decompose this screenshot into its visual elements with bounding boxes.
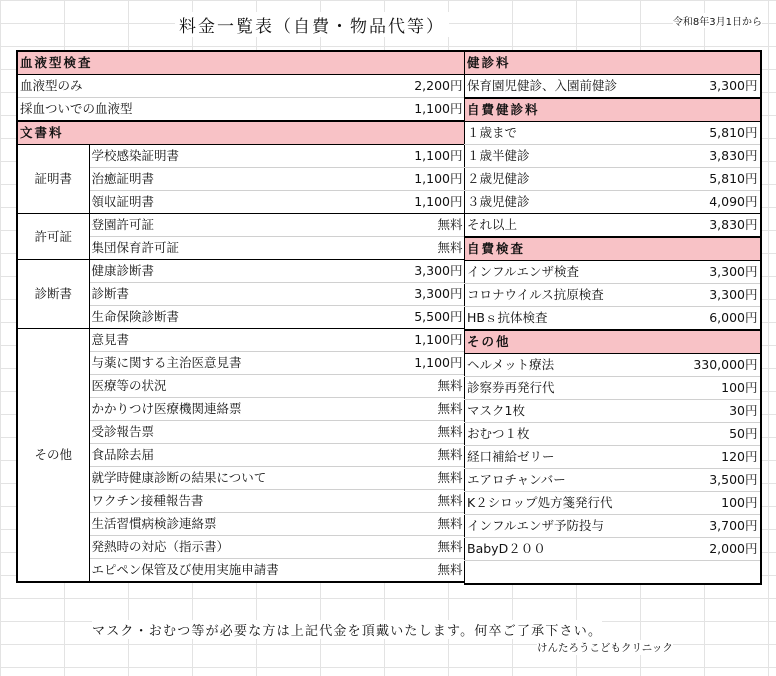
- item-price: 3,300円: [709, 264, 758, 279]
- item-price: 3,300円: [319, 283, 465, 306]
- item-price: 1,100円: [319, 329, 465, 352]
- item-price: 無料: [319, 536, 465, 559]
- item-price: 4,090円: [677, 191, 761, 214]
- item-label: BabyD２００: [465, 538, 677, 561]
- table-row: [465, 561, 761, 585]
- item-price: 3,300円: [709, 78, 758, 93]
- group-medical-certificates: 診断書: [17, 260, 89, 329]
- left-price-table: [16, 50, 466, 583]
- item-price: 無料: [319, 559, 465, 583]
- item-price: 無料: [319, 421, 465, 444]
- table-row: [465, 284, 761, 307]
- table-row: [465, 469, 761, 492]
- item-price: 120円: [677, 446, 761, 469]
- item-price: 無料: [319, 398, 465, 421]
- item-label: ２歳児健診: [465, 168, 677, 191]
- table-row: [465, 354, 761, 377]
- item-price: 無料: [319, 467, 465, 490]
- item-label: １歳半健診: [465, 145, 677, 168]
- item-price: 100円: [677, 377, 761, 400]
- table-row: [465, 400, 761, 423]
- item-label: 治癒証明書: [89, 168, 319, 191]
- table-row: [17, 329, 465, 352]
- table-row: [465, 307, 761, 331]
- item-price: 6,000円: [677, 307, 761, 331]
- page-title: 料金一覧表（自費・物品代等）: [175, 12, 449, 37]
- item-label: 受診報告票: [89, 421, 319, 444]
- item-price: 2,200円: [414, 78, 463, 93]
- documents-heading: 文書料: [17, 121, 465, 145]
- item-price: 無料: [319, 237, 465, 260]
- empty-cell: [677, 561, 761, 585]
- footer-note: マスク・おむつ等が必要な方は上記代金を頂戴いたします。何卒ご了承下さい。: [92, 620, 602, 639]
- item-label: かかりつけ医療機関連絡票: [89, 398, 319, 421]
- item-label: コロナウイルス抗原検査: [465, 284, 677, 307]
- item-label: 経口補給ゼリー: [465, 446, 677, 469]
- item-price: 2,000円: [677, 538, 761, 561]
- item-price: 5,500円: [319, 306, 465, 329]
- item-price: 3,700円: [677, 515, 761, 538]
- item-label: 発熱時の対応（指示書）: [89, 536, 319, 559]
- item-label: 血液型のみ: [20, 78, 83, 93]
- item-label: 食品除去届: [89, 444, 319, 467]
- item-label: 学校感染証明書: [91, 148, 180, 163]
- group-other-documents: その他: [17, 329, 89, 583]
- item-price: 無料: [319, 490, 465, 513]
- table-row: [17, 260, 465, 283]
- item-label: 採血ついでの血液型: [17, 98, 319, 122]
- item-price: 5,810円: [677, 168, 761, 191]
- table-row: [465, 446, 761, 469]
- table-row: [465, 515, 761, 538]
- clinic-name: けんたろうこどもクリニック: [537, 642, 673, 654]
- item-label: 診断書: [89, 283, 319, 306]
- item-label: 就学時健康診断の結果について: [89, 467, 319, 490]
- item-price: 100円: [677, 492, 761, 515]
- table-row: [465, 423, 761, 446]
- item-label: 与薬に関する主治医意見書: [89, 352, 319, 375]
- item-price: 3,300円: [677, 284, 761, 307]
- table-row: [465, 191, 761, 214]
- item-price: 50円: [677, 423, 761, 446]
- other-heading: その他: [465, 330, 761, 354]
- item-label: 登園許可証: [89, 214, 319, 237]
- right-price-table: [464, 50, 762, 585]
- item-label: エアロチャンバー: [465, 469, 677, 492]
- table-row: [17, 75, 465, 98]
- item-label: それ以上: [465, 214, 677, 238]
- item-label: インフルエンザ予防投与: [465, 515, 677, 538]
- item-price: 30円: [677, 400, 761, 423]
- item-label: エピペン保管及び使用実施申請書: [89, 559, 319, 583]
- effective-date: 令和8年3月1日から: [673, 13, 762, 28]
- table-row: [17, 214, 465, 237]
- item-price: 無料: [319, 375, 465, 398]
- item-label: 診察券再発行代: [465, 377, 677, 400]
- item-label: K２シロップ処方箋発行代: [465, 492, 677, 515]
- table-row: [465, 377, 761, 400]
- item-label: 意見書: [89, 329, 319, 352]
- table-row: [465, 214, 761, 238]
- item-label: おむつ１枚: [465, 423, 677, 446]
- group-permits: 許可証: [17, 214, 89, 260]
- item-price: 無料: [319, 214, 465, 237]
- item-label: 医療等の状況: [89, 375, 319, 398]
- item-label: １歳まで: [467, 125, 518, 140]
- item-label: インフルエンザ検査: [467, 264, 580, 279]
- item-price: 1,100円: [414, 148, 463, 163]
- table-row: [17, 145, 465, 168]
- item-price: 3,830円: [677, 214, 761, 238]
- table-row: [465, 145, 761, 168]
- item-price: 5,810円: [709, 125, 758, 140]
- checkup-heading: 健診料: [465, 51, 761, 75]
- item-label: ワクチン接種報告書: [89, 490, 319, 513]
- item-label: 領収証明書: [89, 191, 319, 214]
- table-row: [465, 538, 761, 561]
- item-price: 3,300円: [319, 260, 465, 283]
- blood-type-heading: 血液型検査: [17, 51, 465, 75]
- item-price: 1,100円: [319, 98, 465, 122]
- item-label: ヘルメット療法: [467, 357, 555, 372]
- item-label: 健康診断書: [89, 260, 319, 283]
- table-row: [465, 261, 761, 284]
- item-label: マスク1枚: [465, 400, 677, 423]
- item-label: HBｓ抗体検査: [465, 307, 677, 331]
- self-checkup-heading: 自費健診料: [465, 98, 761, 122]
- table-row: [465, 122, 761, 145]
- table-row: [465, 492, 761, 515]
- item-price: 330,000円: [693, 357, 758, 372]
- item-label: 集団保育許可証: [89, 237, 319, 260]
- item-price: 1,100円: [319, 191, 465, 214]
- item-price: 無料: [319, 513, 465, 536]
- item-price: 1,100円: [319, 352, 465, 375]
- item-label: ３歳児健診: [465, 191, 677, 214]
- item-price: 3,500円: [677, 469, 761, 492]
- table-row: [465, 75, 761, 99]
- self-tests-heading: 自費検査: [465, 237, 761, 261]
- group-certificates: 証明書: [17, 145, 89, 214]
- item-label: 生活習慣病検診連絡票: [89, 513, 319, 536]
- item-label: 生命保険診断書: [89, 306, 319, 329]
- empty-cell: [465, 561, 677, 585]
- item-price: 3,830円: [677, 145, 761, 168]
- table-row: [465, 168, 761, 191]
- item-label: 保育園児健診、入園前健診: [467, 78, 618, 93]
- item-price: 無料: [319, 444, 465, 467]
- item-price: 1,100円: [319, 168, 465, 191]
- table-row: [17, 98, 465, 122]
